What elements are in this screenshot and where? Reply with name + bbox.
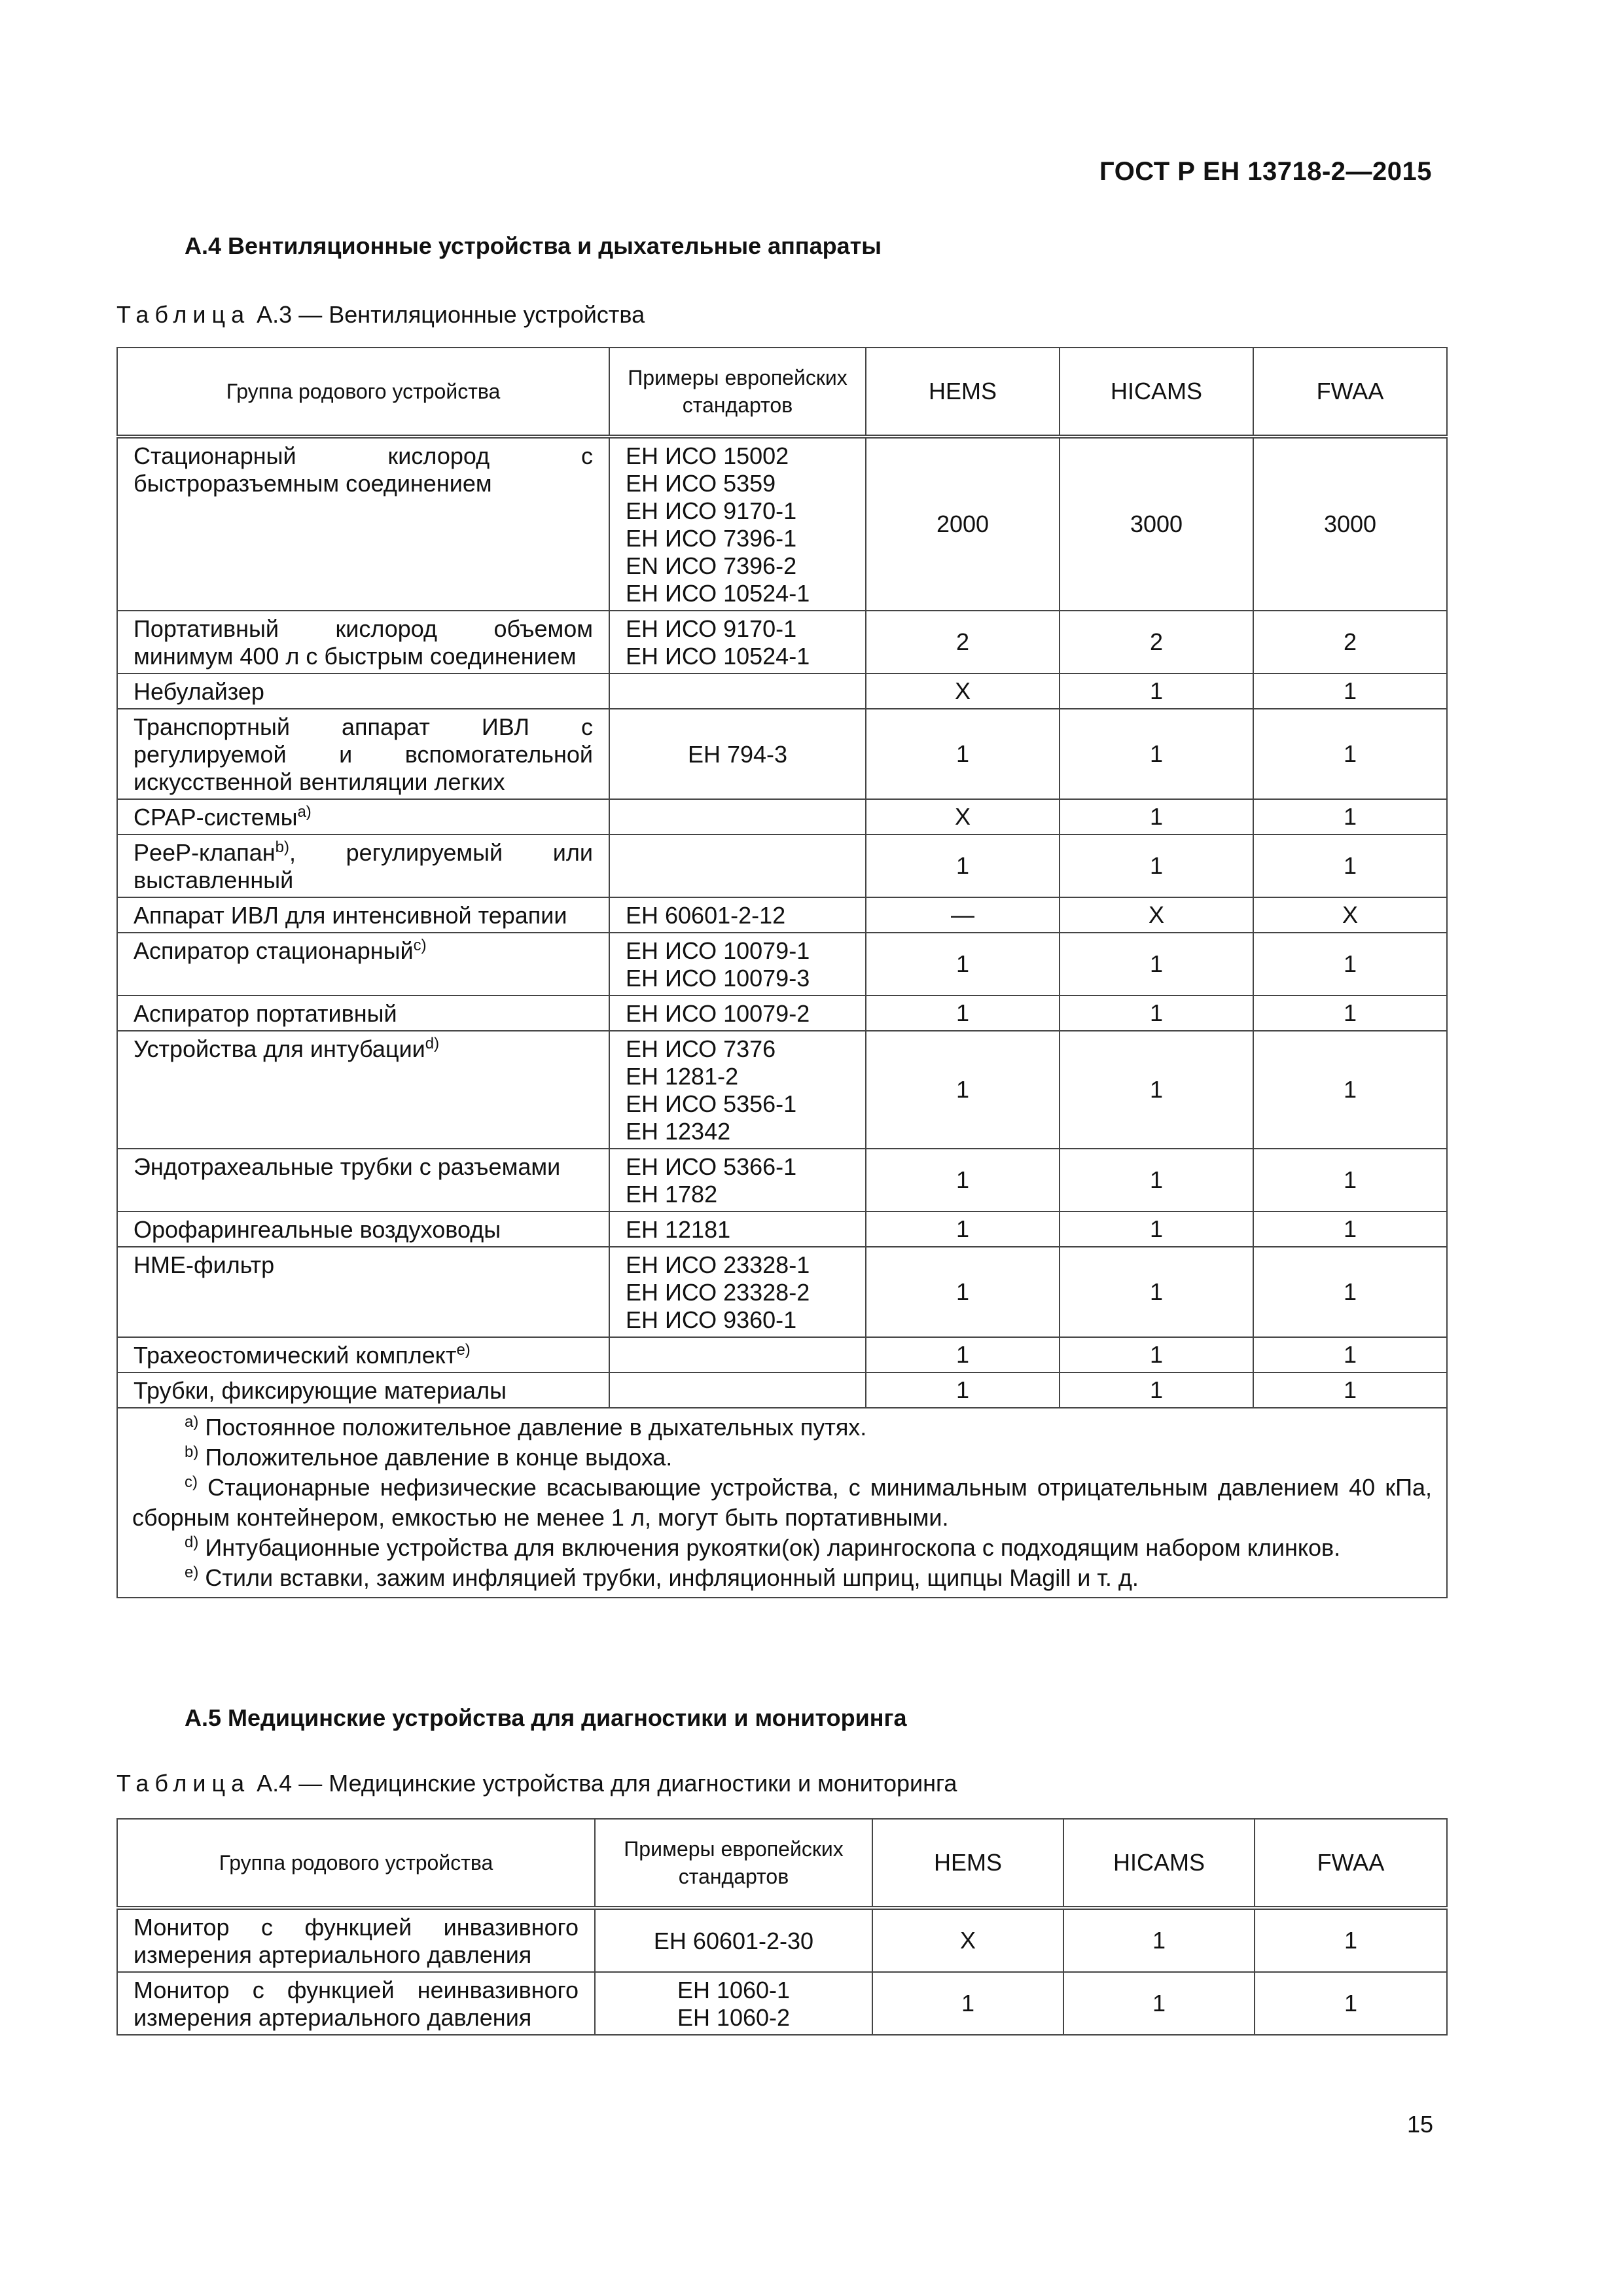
footnote-text: Постоянное положительное давление в дыхательных путях.	[205, 1414, 867, 1441]
standard-code: ЕН 1281-2	[626, 1063, 739, 1090]
footnote-text: Положительное давление в конце выдоха.	[205, 1444, 673, 1471]
fwaa-value: 1	[1253, 1149, 1447, 1211]
fwaa-value: 1	[1253, 1337, 1447, 1372]
device-group-name: Стационарный кислород с быстроразъемным соединением	[134, 442, 593, 497]
standards-cell	[609, 1372, 866, 1408]
footnote-text: Стационарные нефизические всасывающие устройства, с минимальным отрицательным давлением 40 кПа, сборным контейнером, емкостью не менее 1 л, могут быть портативными.	[132, 1474, 1432, 1531]
standard-code: ЕН ИСО 9360-1	[626, 1306, 797, 1333]
device-group-name: Портативный кислород объемом минимум 400 л с быстрым соединением	[134, 615, 593, 670]
caption-label: Таблица	[116, 301, 251, 328]
standard-code: ЕН 60601-2-30	[653, 1928, 814, 1954]
standards-cell	[609, 799, 866, 834]
column-header: Примеры европейских стандартов	[609, 348, 866, 437]
standard-code: ЕН 1782	[626, 1181, 718, 1208]
device-group-name: Аспиратор стационарный	[134, 937, 414, 964]
device-group-cell	[117, 611, 609, 673]
table-row	[117, 1031, 1447, 1149]
device-group-cell	[117, 1211, 609, 1247]
standard-code: ЕН ИСО 10524-1	[626, 580, 810, 607]
table-header-row	[117, 348, 1447, 437]
footnote-text: Стили вставки, зажим инфляцией трубки, инфляционный шприц, щипцы Magill и т. д.	[205, 1564, 1139, 1591]
notes-row	[117, 1408, 1447, 1598]
table-row	[117, 1372, 1447, 1408]
hems-value: X	[866, 799, 1060, 834]
table-header-row	[117, 1819, 1447, 1908]
device-group-cell	[117, 673, 609, 709]
device-group-name: Трубки, фиксирующие материалы	[134, 1377, 507, 1404]
standard-code: ЕН ИСО 10079-3	[626, 965, 810, 992]
hems-value: 2000	[866, 437, 1060, 611]
device-group-cell	[117, 799, 609, 834]
standard-code: ЕН ИСО 5359	[626, 470, 776, 497]
standards-cell	[609, 1149, 866, 1211]
table-a3-body	[117, 437, 1447, 1408]
hems-value: 1	[866, 834, 1060, 897]
footnote-mark: e)	[185, 1564, 199, 1581]
document-code-header: ГОСТ Р ЕН 13718-2—2015	[1099, 157, 1432, 186]
device-group-cell	[117, 897, 609, 933]
hicams-value: 1	[1060, 1149, 1253, 1211]
table-row	[117, 799, 1447, 834]
standard-code: ЕН ИСО 7376	[626, 1035, 776, 1062]
footnote-ref: d)	[425, 1035, 440, 1052]
device-group-cell	[117, 1908, 595, 1972]
footnote	[132, 1473, 1432, 1533]
footnote	[132, 1443, 1432, 1473]
hems-value: 1	[866, 933, 1060, 996]
device-group-cell	[117, 709, 609, 799]
table-a4-caption	[116, 1770, 957, 1797]
fwaa-value: 1	[1253, 673, 1447, 709]
hicams-value: 2	[1060, 611, 1253, 673]
table-row	[117, 673, 1447, 709]
hems-value: 1	[866, 1149, 1060, 1211]
footnote-text: Интубационные устройства для включения рукоятки(ок) ларингоскопа с подходящим набором клинков.	[205, 1534, 1341, 1561]
device-group-name: PeeP-клапан	[134, 839, 276, 866]
device-group-cell	[117, 1031, 609, 1149]
fwaa-value: 3000	[1253, 437, 1447, 611]
table-row	[117, 834, 1447, 897]
caption-label: Таблица	[116, 1770, 251, 1797]
device-group-cell	[117, 1247, 609, 1337]
standards-cell	[609, 834, 866, 897]
hicams-value: 1	[1060, 709, 1253, 799]
standard-code: ЕН ИСО 23328-2	[626, 1279, 810, 1306]
standard-code: ЕН 1060-1	[677, 1977, 791, 2003]
standards-cell	[609, 1247, 866, 1337]
column-header: FWAA	[1255, 1819, 1447, 1908]
hems-value: 1	[866, 709, 1060, 799]
footnote	[132, 1533, 1432, 1563]
standard-code: ЕН ИСО 10079-1	[626, 937, 810, 964]
hicams-value: X	[1060, 897, 1253, 933]
standards-cell	[609, 437, 866, 611]
device-group-cell	[117, 1149, 609, 1211]
table-row	[117, 1149, 1447, 1211]
table-row	[117, 897, 1447, 933]
standard-code: ЕН ИСО 15002	[626, 442, 789, 469]
fwaa-value: 1	[1253, 933, 1447, 996]
device-group-cell	[117, 933, 609, 996]
device-group-name: Транспортный аппарат ИВЛ с регулируемой и вспомогательной искусственной вентиляции легких	[134, 713, 593, 795]
standards-cell	[609, 1337, 866, 1372]
standard-code: ЕН ИСО 5356-1	[626, 1090, 797, 1117]
hems-value: —	[866, 897, 1060, 933]
column-header: Примеры европейских стандартов	[595, 1819, 872, 1908]
hems-value: 2	[866, 611, 1060, 673]
standards-cell	[609, 709, 866, 799]
section-a4-title: А.4 Вентиляционные устройства и дыхательные аппараты	[185, 232, 882, 259]
column-header: HICAMS	[1063, 1819, 1255, 1908]
table-row	[117, 1908, 1447, 1972]
table-a4	[116, 1818, 1448, 2036]
standard-code: ЕН ИСО 10079-2	[626, 1000, 810, 1027]
hems-value: 1	[866, 1031, 1060, 1149]
hems-value: 1	[866, 1372, 1060, 1408]
standards-cell	[595, 1908, 872, 1972]
hicams-value: 1	[1060, 1372, 1253, 1408]
table-a4-body	[117, 1908, 1447, 2035]
device-group-cell	[117, 834, 609, 897]
hicams-value: 3000	[1060, 437, 1253, 611]
hems-value: 1	[866, 1247, 1060, 1337]
column-header: HICAMS	[1060, 348, 1253, 437]
section-a5-title: А.5 Медицинские устройства для диагностики и мониторинга	[185, 1704, 907, 1731]
footnote-ref: a)	[297, 803, 312, 821]
hems-value: 1	[866, 1337, 1060, 1372]
device-group-name: Небулайзер	[134, 678, 264, 705]
standard-code: ЕН ИСО 7396-1	[626, 525, 797, 552]
table-notes	[117, 1408, 1447, 1598]
fwaa-value: 1	[1253, 1211, 1447, 1247]
device-group-cell	[117, 996, 609, 1031]
footnote-mark: c)	[185, 1473, 198, 1491]
caption-text: А.3 — Вентиляционные устройства	[257, 301, 645, 328]
fwaa-value: 1	[1253, 1247, 1447, 1337]
table-a3	[116, 347, 1448, 1598]
standards-cell	[595, 1972, 872, 2035]
hicams-value: 1	[1060, 996, 1253, 1031]
standards-cell	[609, 897, 866, 933]
column-header: FWAA	[1253, 348, 1447, 437]
standards-cell	[609, 933, 866, 996]
table-row	[117, 709, 1447, 799]
fwaa-value: 1	[1255, 1908, 1447, 1972]
column-header: HEMS	[872, 1819, 1063, 1908]
fwaa-value: 1	[1253, 1031, 1447, 1149]
standards-cell	[609, 611, 866, 673]
standard-code: ЕН 60601-2-12	[626, 902, 786, 929]
hicams-value: 1	[1060, 673, 1253, 709]
device-group-name: НМЕ-фильтр	[134, 1251, 275, 1278]
footnote-mark: b)	[185, 1443, 199, 1461]
standard-code: ЕН ИСО 10524-1	[626, 643, 810, 670]
device-group-cell	[117, 1337, 609, 1372]
column-header: Группа родового устройства	[117, 1819, 595, 1908]
fwaa-value: 1	[1253, 996, 1447, 1031]
table-row	[117, 611, 1447, 673]
table-a3-caption	[116, 301, 645, 329]
footnote-mark: a)	[185, 1413, 199, 1431]
footnote-ref: e)	[456, 1341, 471, 1359]
standard-code: ЕН 1060-2	[677, 2004, 791, 2031]
footnote-ref: c)	[413, 937, 427, 954]
standard-code: ЕН ИСО 9170-1	[626, 615, 797, 642]
column-header: Группа родового устройства	[117, 348, 609, 437]
device-group-name: Монитор с функцией неинвазивного измерения артериального давления	[134, 1977, 579, 2031]
device-group-cell	[117, 1372, 609, 1408]
caption-text: А.4 — Медицинские устройства для диагностики и мониторинга	[257, 1770, 957, 1797]
hicams-value: 1	[1060, 834, 1253, 897]
hicams-value: 1	[1060, 933, 1253, 996]
device-group-name: Монитор с функцией инвазивного измерения артериального давления	[134, 1914, 579, 1968]
hicams-value: 1	[1060, 1211, 1253, 1247]
fwaa-value: 1	[1253, 1372, 1447, 1408]
standard-code: ЕН ИСО 23328-1	[626, 1251, 810, 1278]
standards-cell	[609, 1211, 866, 1247]
hems-value: X	[872, 1908, 1063, 1972]
device-group-name: Эндотрахеальные трубки с разъемами	[134, 1153, 561, 1180]
standard-code: EN ИСО 7396-2	[626, 552, 797, 579]
device-group-name: Орофарингеальные воздуховоды	[134, 1216, 501, 1243]
device-group-name: Аспиратор портативный	[134, 1000, 397, 1027]
standard-code: ЕН ИСО 5366-1	[626, 1153, 797, 1180]
footnote	[132, 1412, 1432, 1443]
footnote	[132, 1563, 1432, 1593]
standard-code: ЕН 12342	[626, 1118, 731, 1145]
hicams-value: 1	[1060, 1337, 1253, 1372]
device-group-cell	[117, 437, 609, 611]
hems-value: X	[866, 673, 1060, 709]
footnote-mark: d)	[185, 1534, 199, 1551]
fwaa-value: 1	[1253, 834, 1447, 897]
device-group-name: Трахеостомический комплект	[134, 1342, 457, 1369]
hems-value: 1	[866, 996, 1060, 1031]
device-group-name-tail: , регулируемый или выставленный	[134, 839, 593, 893]
fwaa-value: 2	[1253, 611, 1447, 673]
table-row	[117, 437, 1447, 611]
table-row	[117, 933, 1447, 996]
hicams-value: 1	[1063, 1972, 1255, 2035]
standards-cell	[609, 1031, 866, 1149]
standard-code: ЕН 794-3	[687, 741, 788, 768]
standards-cell	[609, 996, 866, 1031]
device-group-name: СРАР-системы	[134, 804, 298, 831]
table-row	[117, 996, 1447, 1031]
table-row	[117, 1247, 1447, 1337]
column-header: HEMS	[866, 348, 1060, 437]
device-group-name: Аппарат ИВЛ для интенсивной терапии	[134, 902, 567, 929]
hems-value: 1	[872, 1972, 1063, 2035]
table-row	[117, 1337, 1447, 1372]
fwaa-value: 1	[1253, 709, 1447, 799]
page-number: 15	[1406, 2111, 1433, 2138]
fwaa-value: 1	[1253, 799, 1447, 834]
standards-cell	[609, 673, 866, 709]
hicams-value: 1	[1060, 1031, 1253, 1149]
standard-code: ЕН 12181	[626, 1216, 731, 1243]
hicams-value: 1	[1060, 1247, 1253, 1337]
standard-code: ЕН ИСО 9170-1	[626, 497, 797, 524]
footnote-ref: b)	[275, 838, 289, 856]
fwaa-value: X	[1253, 897, 1447, 933]
table-row	[117, 1211, 1447, 1247]
hicams-value: 1	[1063, 1908, 1255, 1972]
hems-value: 1	[866, 1211, 1060, 1247]
fwaa-value: 1	[1255, 1972, 1447, 2035]
device-group-name: Устройства для интубации	[134, 1035, 425, 1062]
table-row	[117, 1972, 1447, 2035]
hicams-value: 1	[1060, 799, 1253, 834]
device-group-cell	[117, 1972, 595, 2035]
